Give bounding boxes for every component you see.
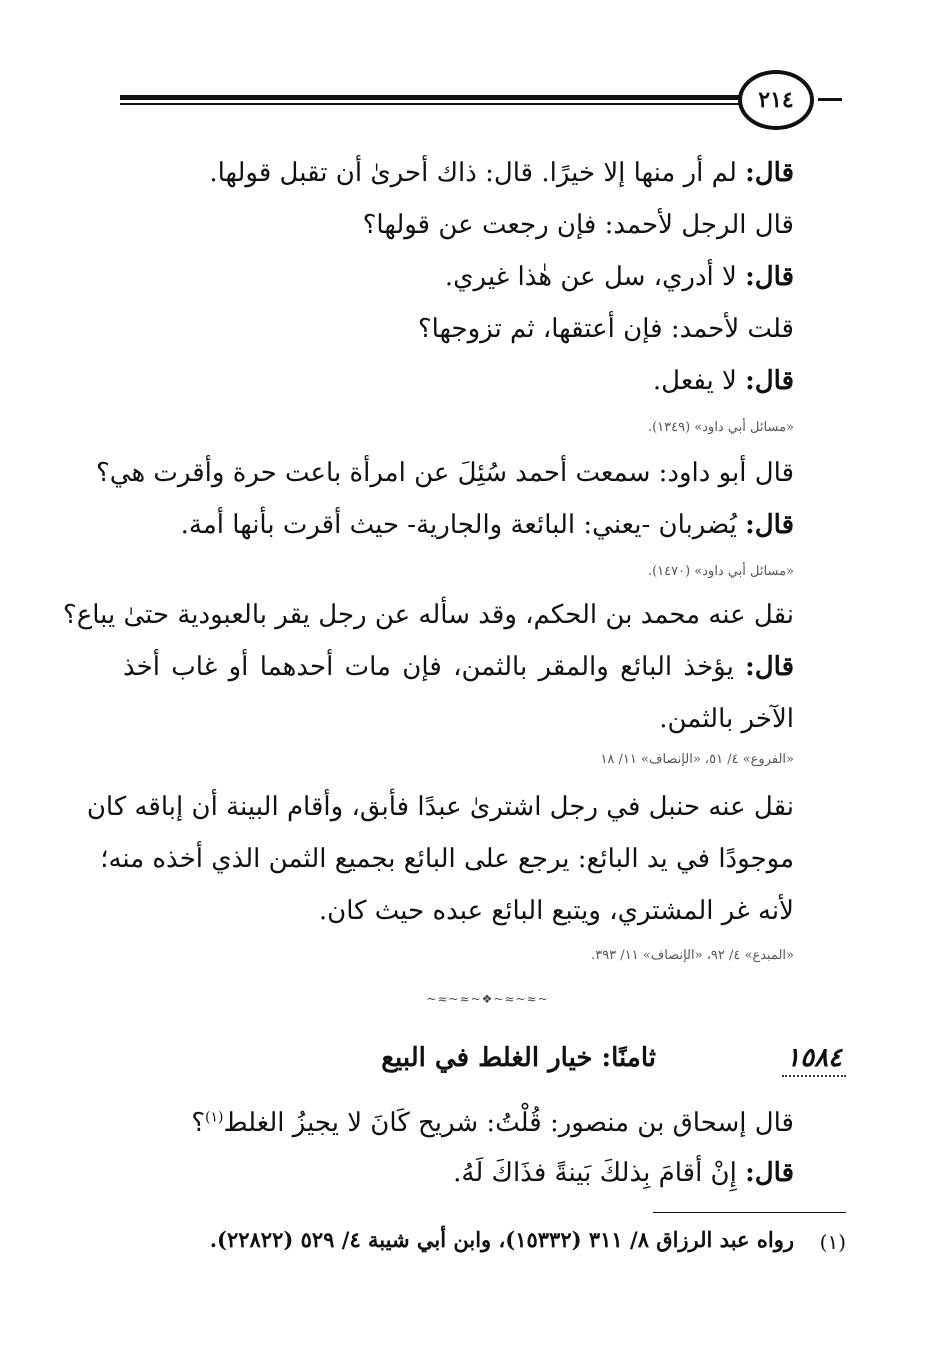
- text-line: الآخر بالثمن.: [659, 704, 794, 734]
- section-number: ١٥٨٤: [782, 1043, 846, 1077]
- text-line: لأنه غر المشتري، ويتبع البائع عبده حيث كان.: [318, 896, 794, 926]
- text-line: قلت لأحمد: فإن أعتقها، ثم تزوجها؟: [417, 314, 794, 344]
- text-line: نقل عنه محمد بن الحكم، وقد سأله عن رجل يقر بالعبودية حتىٰ يباع؟: [62, 600, 794, 630]
- source-citation: «الفروع» ٤/ ٥١، «الإنصاف» ١١/ ١٨: [600, 752, 794, 767]
- source-citation: «مسائل أبي داود» (١٤٧٠).: [647, 564, 794, 579]
- text-line: قال إسحاق بن منصور: قُلْتُ: شريح كَانَ لا يجيزُ الغلط$^{(١)}$؟: [191, 1108, 794, 1138]
- text-line: موجودًا في يد البائع: يرجع على البائع بجميع الثمن الذي أخذه منه؛: [100, 844, 794, 874]
- footnote-rule: [653, 1212, 846, 1213]
- section-title: ثامنًا: خيار الغلط في البيع: [381, 1043, 656, 1073]
- section-divider-ornament: ~≈~≈~❖~≈~≈~: [426, 992, 549, 1006]
- text-line: قال: لم أر منها إلا خيرًا. قال: ذاك أحرىٰ أن تقبل قولها.: [209, 158, 794, 188]
- text-line: قال: إِنْ أقامَ بِذلكَ بَينةً فذَاكَ لَهُ.: [453, 1158, 794, 1188]
- source-citation: «المبدع» ٤/ ٩٢، «الإنصاف» ١١/ ٣٩٣.: [591, 948, 794, 963]
- text-line: قال أبو داود: سمعت أحمد سُئِلَ عن امرأة باعت حرة وأقرت هي؟: [95, 458, 794, 488]
- text-line: قال: يؤخذ البائع والمقر بالثمن، فإن مات أحدهما أو غاب أخذ: [123, 652, 794, 682]
- source-citation: «مسائل أبي داود» (١٣٤٩).: [647, 420, 794, 435]
- text-line: نقل عنه حنبل في رجل اشترىٰ عبدًا فأبق، وأقام البينة أن إباقه كان: [86, 792, 794, 822]
- text-line: قال الرجل لأحمد: فإن رجعت عن قولها؟: [362, 210, 794, 240]
- footnote-text: رواه عبد الرزاق ٨/ ٣١١ (١٥٣٣٢)، وابن أبي شيبة ٤/ ٥٢٩ (٢٢٨٢٢).: [209, 1227, 794, 1252]
- text-line: قال: لا يفعل.: [652, 366, 794, 396]
- header-rule: [120, 95, 740, 107]
- footnote-number: (١): [819, 1230, 846, 1254]
- text-line: قال: يُضربان -يعني: البائعة والجارية- حيث أقرت بأنها أمة.: [180, 510, 794, 540]
- header-rule-tail: [818, 98, 842, 101]
- footnote-ref[interactable]: (١): [205, 1109, 224, 1126]
- text-line: قال: لا أدري، سل عن هٰذا غيري.: [444, 262, 794, 292]
- page-number: ٢١٤: [738, 70, 814, 130]
